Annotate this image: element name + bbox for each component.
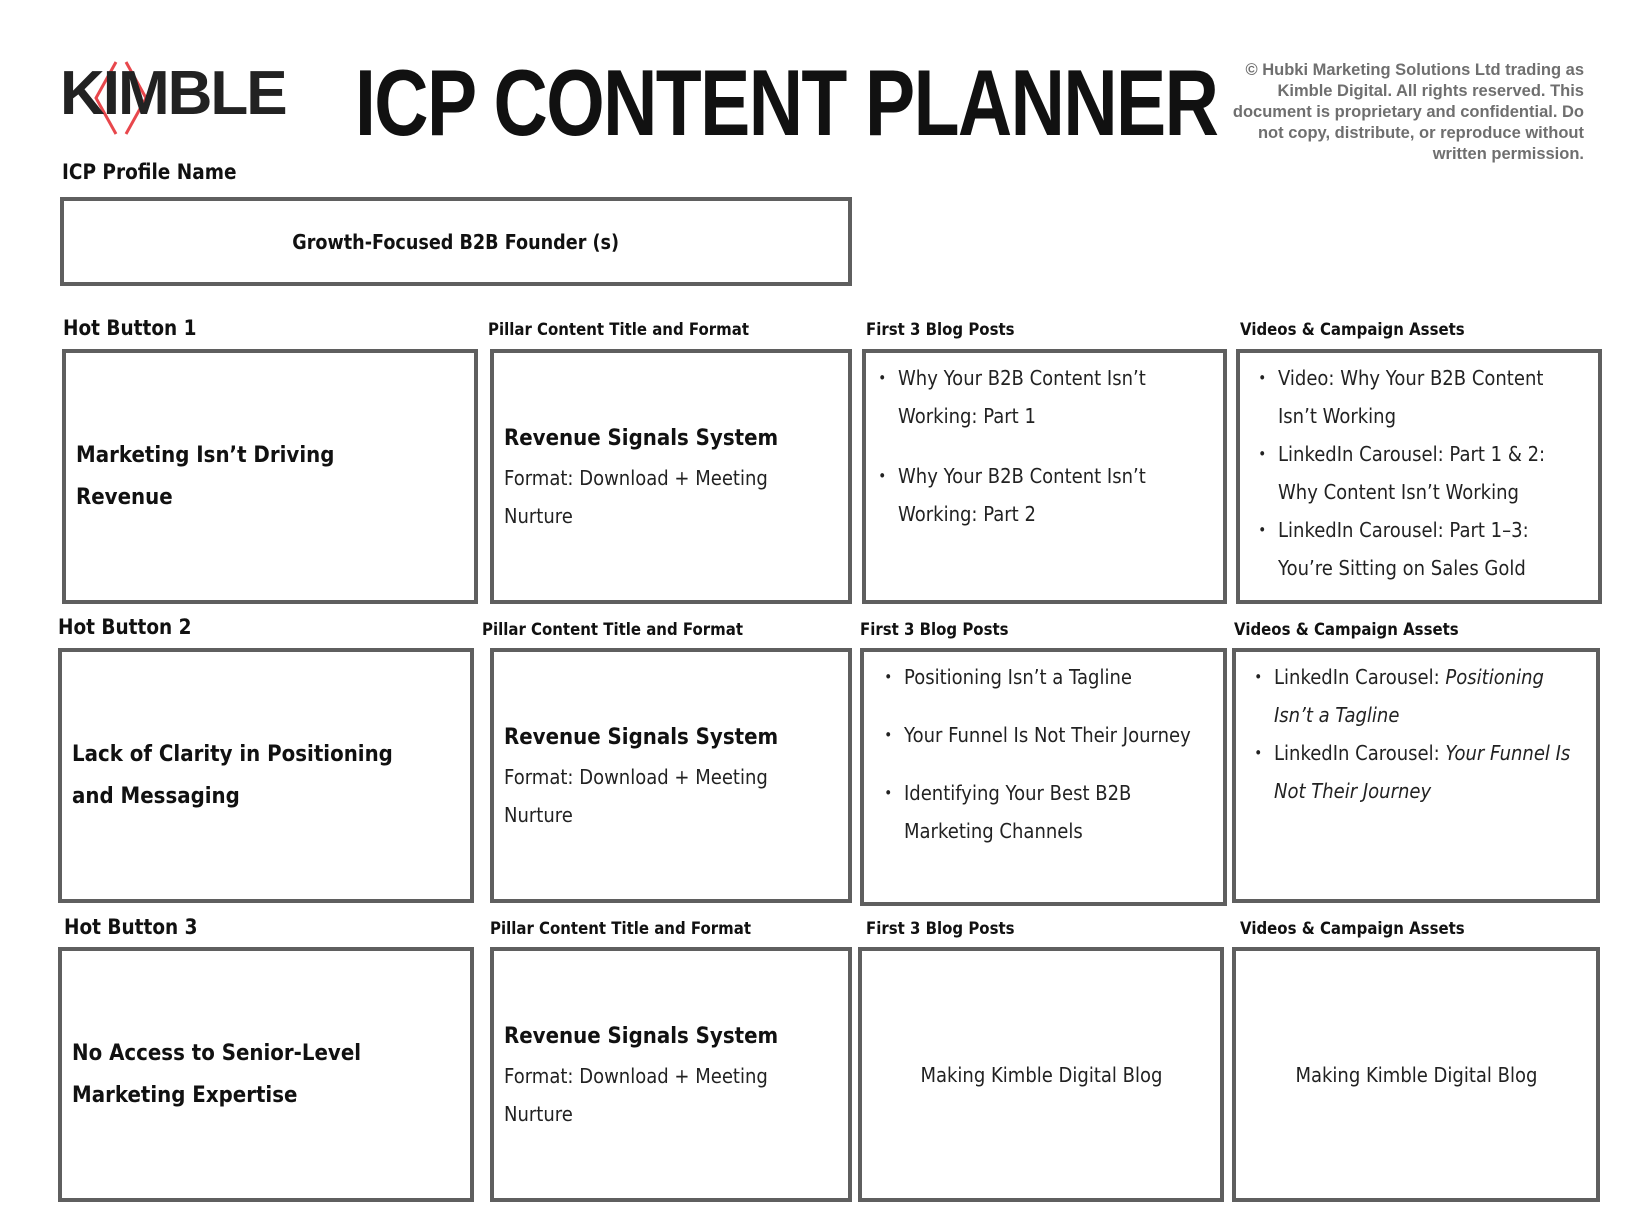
asset-item: • Video: Why Your B2B Content Isn’t Working [1278,359,1585,435]
pillar-3-label: Pillar Content Title and Format [490,919,751,939]
pillar-2-box[interactable] [490,648,852,903]
pillar-1-label: Pillar Content Title and Format [488,320,749,340]
assets-3-label: Videos & Campaign Assets [1240,919,1465,939]
blog-post-item: • Identifying Your Best B2B Marketing Channels [904,774,1210,850]
hot-button-2-value: Lack of Clarity in Positioning and Messaging [72,741,393,809]
blog-2-box[interactable] [860,648,1227,906]
assets-3-value: Making Kimble Digital Blog [1294,1062,1537,1087]
copyright-notice: © Hubki Marketing Solutions Ltd trading as Kimble Digital. All rights reserved. This document is proprietary and confidential. Do not copy, distribute, or reproduce without written permission. [1232,61,1584,163]
pillar-1-format: Format: Download + Meeting Nurture [504,465,768,528]
blog-post-item: • Positioning Isn’t a Tagline [904,658,1210,696]
asset-title: Positioning Isn’t a Tagline [1274,665,1544,727]
assets-2-list [1274,658,1586,810]
blog-3-label: First 3 Blog Posts [866,919,1015,939]
blog-post-item: • Your Funnel Is Not Their Journey [904,716,1210,754]
pillar-3-title: Revenue Signals System [504,1023,779,1049]
pillar-2-format: Format: Download + Meeting Nurture [504,764,768,827]
assets-1-box[interactable] [1236,349,1602,604]
asset-item [1274,734,1583,810]
profile-name-value: Growth-Focused B2B Founder (s) [292,229,620,254]
logo-text: KIMBLE [60,59,286,128]
hot-button-1-value: Marketing Isn’t Driving Revenue [76,442,335,510]
profile-name-box[interactable] [60,197,852,286]
blog-1-list [898,359,1213,533]
hot-button-3-box[interactable] [58,947,474,1202]
asset-title: Your Funnel Is Not Their Journey [1274,741,1571,803]
profile-label: ICP Profile Name [62,160,237,184]
hot-button-2-box[interactable] [58,648,474,903]
page-title: ICP CONTENT PLANNER [355,50,1218,155]
blog-3-box[interactable] [858,947,1224,1202]
assets-2-box[interactable] [1232,648,1600,903]
pillar-3-format: Format: Download + Meeting Nurture [504,1063,768,1126]
hot-button-1-box[interactable] [62,349,478,604]
pillar-2-label: Pillar Content Title and Format [482,620,743,640]
pillar-1-box[interactable] [490,349,852,604]
assets-2-label: Videos & Campaign Assets [1234,620,1459,640]
asset-item: • LinkedIn Carousel: Part 1–3: You’re Sitting on Sales Gold [1278,511,1585,587]
pillar-2-title: Revenue Signals System [504,724,779,750]
asset-item [1274,658,1583,734]
hot-button-3-value: No Access to Senior-Level Marketing Expertise [72,1040,362,1108]
pillar-3-box[interactable] [490,947,852,1202]
hot-button-1-label: Hot Button 1 [63,316,197,340]
pillar-1-title: Revenue Signals System [504,425,779,451]
asset-item: • LinkedIn Carousel: Part 1 & 2: Why Content Isn’t Working [1278,435,1585,511]
hot-button-3-label: Hot Button 3 [64,915,198,939]
blog-3-value: Making Kimble Digital Blog [919,1062,1162,1087]
hot-button-2-label: Hot Button 2 [58,615,192,639]
blog-post-item: • Why Your B2B Content Isn’t Working: Part 2 [898,457,1210,533]
blog-post-item: • Why Your B2B Content Isn’t Working: Part 1 [898,359,1210,435]
asset-prefix: LinkedIn Carousel: [1274,665,1446,689]
blog-2-label: First 3 Blog Posts [860,620,1009,640]
kimble-logo [60,54,300,134]
blog-2-list [904,658,1213,850]
asset-prefix: LinkedIn Carousel: [1274,741,1446,765]
blog-1-box[interactable] [862,349,1227,604]
blog-1-label: First 3 Blog Posts [866,320,1015,340]
assets-1-list [1278,359,1588,587]
assets-1-label: Videos & Campaign Assets [1240,320,1465,340]
assets-3-box[interactable] [1232,947,1600,1202]
